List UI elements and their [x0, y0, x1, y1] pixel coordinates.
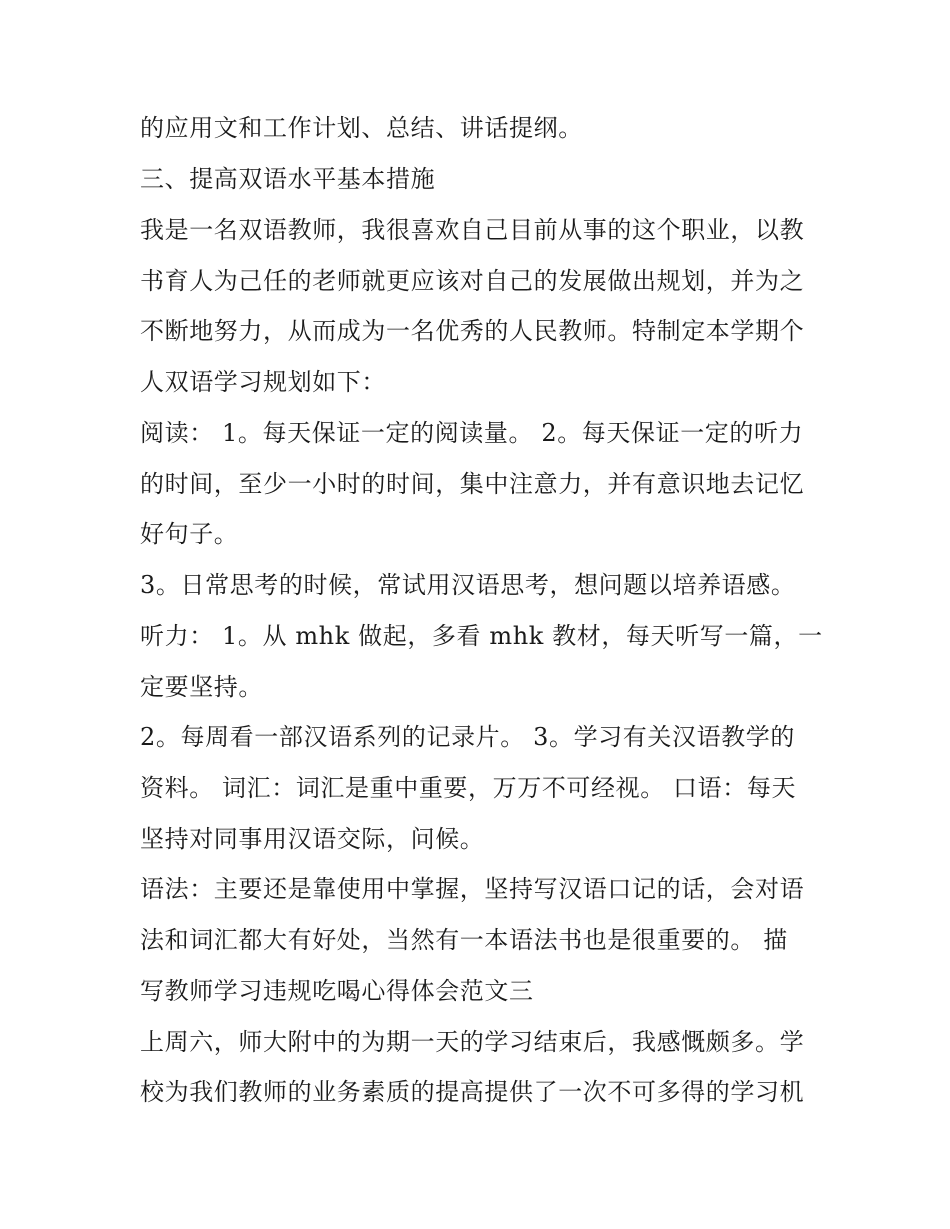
text-line: 好句子。: [140, 520, 239, 548]
text-line: 语法：主要还是靠使用中掌握，坚持写汉语口记的话，会对语: [140, 875, 805, 903]
text-line: 写教师学习违规吃喝心得体会范文三: [140, 977, 534, 1005]
text-line: 2。每周看一部汉语系列的记录片。 3。学习有关汉语教学的: [140, 723, 795, 751]
text-line: 不断地努力，从而成为一名优秀的人民教师。特制定本学期个: [140, 317, 805, 345]
text-line: 坚持对同事用汉语交际，问候。: [140, 825, 485, 853]
section-heading: 三、提高双语水平基本措施: [140, 165, 436, 193]
text-line: 我是一名双语教师，我很喜欢自己目前从事的这个职业，以教: [140, 216, 805, 244]
text-line: 上周六，师大附中的为期一天的学习结束后，我感慨颇多。学: [140, 1028, 805, 1056]
text-line: 阅读： 1。每天保证一定的阅读量。 2。每天保证一定的听力: [140, 419, 804, 447]
text-line: 校为我们教师的业务素质的提高提供了一次不可多得的学习机: [140, 1078, 805, 1106]
text-line: 定要坚持。: [140, 673, 263, 701]
text-line: 听力： 1。从 mhk 做起，多看 mhk 教材，每天听写一篇，一: [140, 622, 823, 650]
text-line: 的应用文和工作计划、总结、讲话提纲。: [140, 114, 583, 142]
text-line: 法和词汇都大有好处，当然有一本语法书也是很重要的。 描: [140, 926, 788, 954]
text-line: 3。日常思考的时候，常试用汉语思考，想问题以培养语感。: [140, 571, 796, 599]
text-line: 人双语学习规划如下：: [140, 368, 386, 396]
text-line: 资料。 词汇：词汇是重中重要，万万不可经视。 口语：每天: [140, 774, 797, 802]
text-line: 的时间，至少一小时的时间，集中注意力，并有意识地去记忆: [140, 470, 805, 498]
text-line: 书育人为己任的老师就更应该对自己的发展做出规划，并为之: [140, 267, 805, 295]
